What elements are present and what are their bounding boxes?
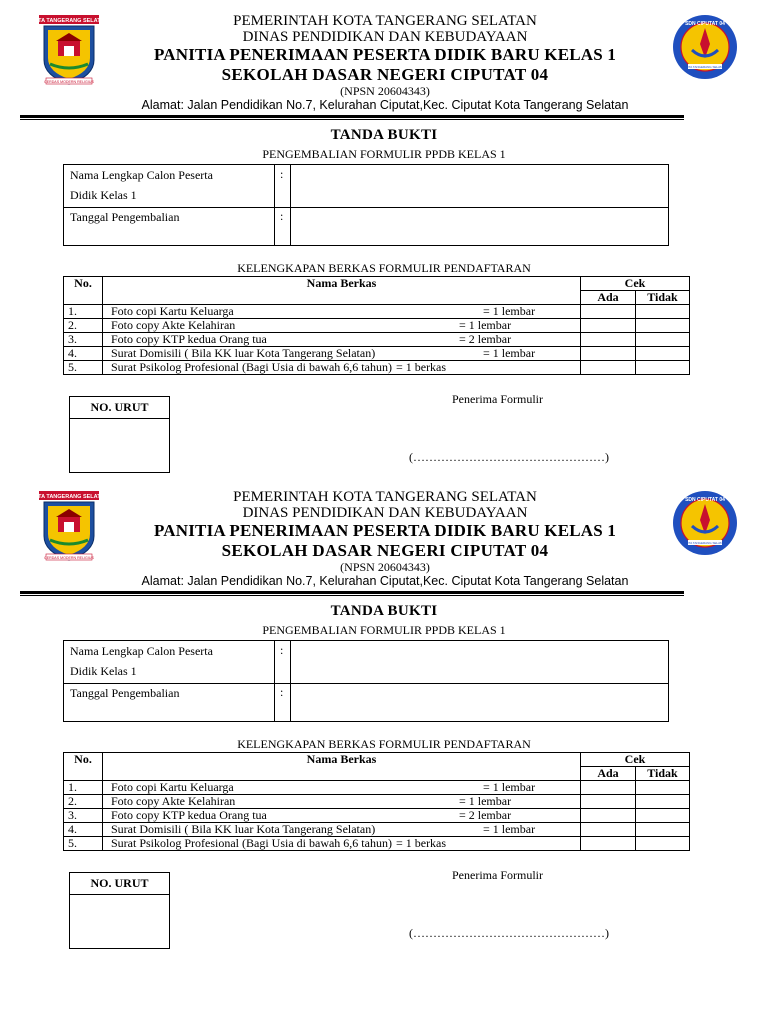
header-line-3: PANITIA PENERIMAAN PESERTA DIDIK BARU KELAS 1	[153, 521, 617, 540]
col-no: No.	[64, 753, 103, 781]
check-ada[interactable]	[581, 809, 636, 823]
penerima-label: Penerima Formulir	[452, 392, 543, 406]
signature-line: (…………………………………………)	[409, 450, 609, 464]
receipt-title: TANDA BUKTI	[330, 127, 438, 143]
no-urut-label: NO. URUT	[70, 397, 169, 419]
field-name-label-2: Didik Kelas 1	[70, 664, 137, 678]
table-row: 4. Surat Domisili ( Bila KK luar Kota Tangerang Selatan) = 1 lembar	[64, 347, 690, 361]
check-tidak[interactable]	[636, 795, 690, 809]
field-date-label: Tanggal Pengembalian	[70, 686, 180, 700]
header-npsn: (NPSN 20604343)	[340, 560, 430, 574]
header-address: Alamat: Jalan Pendidikan No.7, Kelurahan Ciputat,Kec. Ciputat Kota Tangerang Selatan	[141, 574, 629, 588]
check-tidak[interactable]	[636, 781, 690, 795]
school-logo	[672, 490, 738, 556]
field-date-label: Tanggal Pengembalian	[70, 210, 180, 224]
logo-left-caption: KOTA TANGERANG SELATAN	[29, 494, 109, 500]
header-npsn: (NPSN 20604343)	[340, 84, 430, 98]
table-row: 3. Foto copy KTP kedua Orang tua = 2 lembar	[64, 809, 690, 823]
checklist-title: KELENGKAPAN BERKAS FORMULIR PENDAFTARAN	[237, 261, 531, 275]
col-ada: Ada	[581, 291, 636, 305]
table-row: 3. Foto copy KTP kedua Orang tua = 2 lembar	[64, 333, 690, 347]
checklist-table	[63, 276, 690, 375]
col-check: Cek	[581, 753, 690, 767]
school-logo	[672, 14, 738, 80]
table-row: 2. Foto copy Akte Kelahiran = 1 lembar	[64, 795, 690, 809]
receipt-sheet-2	[0, 476, 768, 952]
header-line-4: SEKOLAH DASAR NEGERI CIPUTAT 04	[221, 65, 549, 84]
header-rule-thick	[20, 115, 684, 118]
check-ada[interactable]	[581, 319, 636, 333]
check-ada[interactable]	[581, 795, 636, 809]
logo-left-motto: CERDAS MODERN RELIGIUS	[44, 80, 94, 84]
header-line-2: DINAS PENDIDIKAN DAN KEBUDAYAAN	[242, 29, 528, 45]
no-urut-box	[69, 872, 170, 949]
logo-right-subcaption: KOTA TANGERANG SELATAN	[684, 541, 726, 545]
check-tidak[interactable]	[636, 319, 690, 333]
logo-left-caption: KOTA TANGERANG SELATAN	[29, 18, 109, 24]
header-rule-thin	[20, 595, 684, 596]
identity-table	[63, 164, 669, 246]
header-line-1: PEMERINTAH KOTA TANGERANG SELATAN	[233, 13, 537, 29]
table-row: 1. Foto copi Kartu Keluarga = 1 lembar	[64, 305, 690, 319]
col-name: Nama Berkas	[103, 277, 581, 305]
check-tidak[interactable]	[636, 809, 690, 823]
col-name: Nama Berkas	[103, 753, 581, 781]
identity-table	[63, 640, 669, 722]
field-name-label-1: Nama Lengkap Calon Peserta	[70, 644, 213, 658]
receipt-title: TANDA BUKTI	[330, 603, 438, 619]
penerima-label: Penerima Formulir	[452, 868, 543, 882]
check-tidak[interactable]	[636, 347, 690, 361]
col-ada: Ada	[581, 767, 636, 781]
field-name-colon: :	[280, 643, 284, 657]
table-row: 2. Foto copy Akte Kelahiran = 1 lembar	[64, 319, 690, 333]
header-line-4: SEKOLAH DASAR NEGERI CIPUTAT 04	[221, 541, 549, 560]
header-line-3: PANITIA PENERIMAAN PESERTA DIDIK BARU KELAS 1	[153, 45, 617, 64]
check-tidak[interactable]	[636, 823, 690, 837]
check-tidak[interactable]	[636, 361, 690, 375]
no-urut-label: NO. URUT	[70, 873, 169, 895]
check-ada[interactable]	[581, 333, 636, 347]
field-date-colon: :	[280, 209, 284, 223]
field-name-label-2: Didik Kelas 1	[70, 188, 137, 202]
col-tidak: Tidak	[636, 767, 690, 781]
check-ada[interactable]	[581, 361, 636, 375]
table-row: 4. Surat Domisili ( Bila KK luar Kota Tangerang Selatan) = 1 lembar	[64, 823, 690, 837]
field-name-colon: :	[280, 167, 284, 181]
no-urut-box	[69, 396, 170, 473]
check-tidak[interactable]	[636, 333, 690, 347]
check-ada[interactable]	[581, 781, 636, 795]
logo-right-subcaption: KOTA TANGERANG SELATAN	[684, 65, 726, 69]
field-date-colon: :	[280, 685, 284, 699]
logo-right-caption: SDN CIPUTAT 04	[685, 497, 725, 503]
logo-left-motto: CERDAS MODERN RELIGIUS	[44, 556, 94, 560]
table-row: 5. Surat Psikolog Profesional (Bagi Usia di bawah 6,6 tahun) = 1 berkas	[64, 837, 690, 851]
table-row: 5. Surat Psikolog Profesional (Bagi Usia di bawah 6,6 tahun) = 1 berkas	[64, 361, 690, 375]
check-tidak[interactable]	[636, 305, 690, 319]
check-ada[interactable]	[581, 837, 636, 851]
check-tidak[interactable]	[636, 837, 690, 851]
receipt-sheet-1	[0, 0, 768, 476]
check-ada[interactable]	[581, 347, 636, 361]
col-tidak: Tidak	[636, 291, 690, 305]
header-rule-thick	[20, 591, 684, 594]
field-name-label-1: Nama Lengkap Calon Peserta	[70, 168, 213, 182]
checklist-title: KELENGKAPAN BERKAS FORMULIR PENDAFTARAN	[237, 737, 531, 751]
header-line-2: DINAS PENDIDIKAN DAN KEBUDAYAAN	[242, 505, 528, 521]
col-no: No.	[64, 277, 103, 305]
receipt-subtitle: PENGEMBALIAN FORMULIR PPDB KELAS 1	[262, 147, 506, 161]
check-ada[interactable]	[581, 305, 636, 319]
checklist-table	[63, 752, 690, 851]
logo-right-caption: SDN CIPUTAT 04	[685, 21, 725, 27]
table-row: 1. Foto copi Kartu Keluarga = 1 lembar	[64, 781, 690, 795]
check-ada[interactable]	[581, 823, 636, 837]
header-address: Alamat: Jalan Pendidikan No.7, Kelurahan Ciputat,Kec. Ciputat Kota Tangerang Selatan	[141, 98, 629, 112]
col-check: Cek	[581, 277, 690, 291]
signature-line: (…………………………………………)	[409, 926, 609, 940]
receipt-subtitle: PENGEMBALIAN FORMULIR PPDB KELAS 1	[262, 623, 506, 637]
header-line-1: PEMERINTAH KOTA TANGERANG SELATAN	[233, 489, 537, 505]
header-rule-thin	[20, 119, 684, 120]
